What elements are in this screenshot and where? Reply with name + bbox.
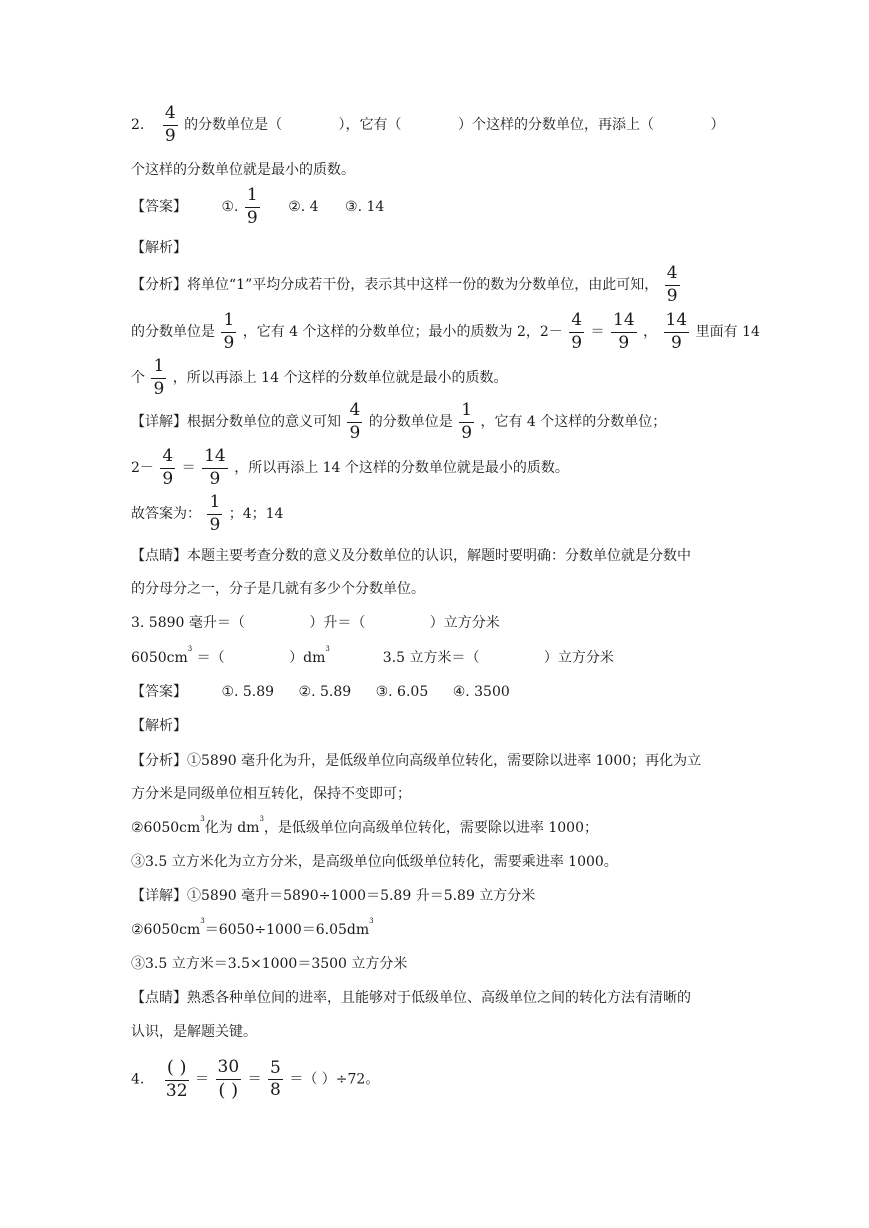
q2-line2: 个这样的分数单位就是最小的质数。	[131, 162, 355, 178]
fraction: $\frac{4}{9}$	[571, 310, 583, 353]
fraction: 30 ( )	[217, 1057, 240, 1101]
q2-line1: 2. $\frac{4}{9}$ 的分数单位是（ ），它有（ ）个这样的分数单位，再添上（ ）	[131, 103, 725, 146]
fraction: $\frac{1}{9}$	[209, 492, 221, 535]
q2-final-answer: 故答案为： $\frac{1}{9}$ ；4；14	[131, 492, 284, 535]
fraction: $\frac{4}{9}$	[666, 263, 678, 306]
fraction: $\frac{1}{9}$	[246, 185, 258, 228]
q3-comment-line2: 认识，是解题关键。	[131, 1024, 257, 1040]
fraction: ( ) 32	[165, 1057, 188, 1101]
q2-analysis-line3: 个 $\frac{1}{9}$ ，所以再添上 14 个这样的分数单位就是最小的质数。	[131, 356, 508, 399]
q2-comment-line1: 【点睛】本题主要考查分数的意义及分数单位的认识，解题时要明确：分数单位就是分数中	[131, 548, 691, 564]
fraction: $\frac{14}{9}$	[665, 310, 688, 353]
fraction: $\frac{4}{9}$	[162, 446, 174, 489]
q2-jiexi: 【解析】	[131, 240, 187, 256]
q3-analysis-line1: 【分析】①5890 毫升化为升，是低级单位向高级单位转化，需要除以进率 1000；再化为立	[131, 753, 702, 769]
q2-comment-line2: 的分母分之一，分子是几就有多少个分数单位。	[131, 581, 425, 597]
q3-line1: 3. 5890 毫升＝（ ）升＝（ ）立方分米	[131, 615, 500, 631]
q2-analysis-line2: 的分数单位是 $\frac{1}{9}$ ，它有 4 个这样的分数单位；最小的质数为 2，2－ $\frac{4}{9}$ ＝ $\frac{14}{9}$ ， $\frac{14}{9}$ 里面有 14	[131, 310, 760, 353]
q3-analysis-line4: ③3.5 立方米化为立方分米，是高级单位向低级单位转化，需要乘进率 1000。	[131, 854, 618, 870]
fraction: $\frac{1}{9}$	[223, 310, 235, 353]
fraction: $\frac{4}{9}$	[164, 103, 176, 146]
q2-analysis-line1: 【分析】将单位“1”平均分成若干份，表示其中这样一份的数为分数单位，由此可知， $\frac{4}{9}$	[131, 263, 678, 306]
q3-jiexi: 【解析】	[131, 718, 187, 734]
fraction: $\frac{1}{9}$	[153, 356, 165, 399]
q3-line2: $6050cm^3$ ＝（ ）$dm^3$ 3.5 立方米＝（ ）立方分米	[131, 645, 614, 666]
q4-line: 4. ( ) 32 ＝ 30 ( ) ＝ $\frac{5}{8}$ ＝（ ）÷72。	[131, 1057, 380, 1101]
q3-answer: 【答案】 ①. 5.89 ②. 5.89 ③. 6.05 ④. 3500	[131, 684, 510, 700]
fraction: $\frac{1}{9}$	[461, 400, 473, 443]
q2-detail-line1: 【详解】根据分数单位的意义可知 $\frac{4}{9}$ 的分数单位是 $\frac{1}{9}$ ，它有 4 个这样的分数单位；	[131, 400, 667, 443]
q3-detail-line3: ③3.5 立方米＝3.5×1000＝3500 立方分米	[131, 956, 408, 972]
q3-detail-line2: $②6050cm^3=6050\div 1000=6.05dm^3$	[131, 917, 374, 938]
q3-analysis-line3: $②6050cm^3$化为 $dm^3$，是低级单位向高级单位转化，需要除以进率 1000；	[131, 815, 598, 836]
q2-answer: 【答案】 ①. $\frac{1}{9}$ ②. 4 ③. 14	[131, 185, 385, 228]
fraction: $\frac{5}{8}$	[270, 1057, 281, 1101]
q3-analysis-line2: 方分米是同级单位相互转化，保持不变即可；	[131, 786, 411, 802]
q3-detail-line1: 【详解】①5890 毫升＝5890÷1000＝5.89 升＝5.89 立方分米	[131, 888, 536, 904]
fraction: $\frac{4}{9}$	[349, 400, 361, 443]
q2-detail-line2: 2－ $\frac{4}{9}$ ＝ $\frac{14}{9}$ ，所以再添上 14 个这样的分数单位就是最小的质数。	[131, 446, 569, 489]
q3-comment-line1: 【点睛】熟悉各种单位间的进率，且能够对于低级单位、高级单位之间的转化方法有清晰的	[131, 990, 691, 1006]
fraction: $\frac{14}{9}$	[613, 310, 635, 353]
fraction: $\frac{14}{9}$	[204, 446, 226, 489]
